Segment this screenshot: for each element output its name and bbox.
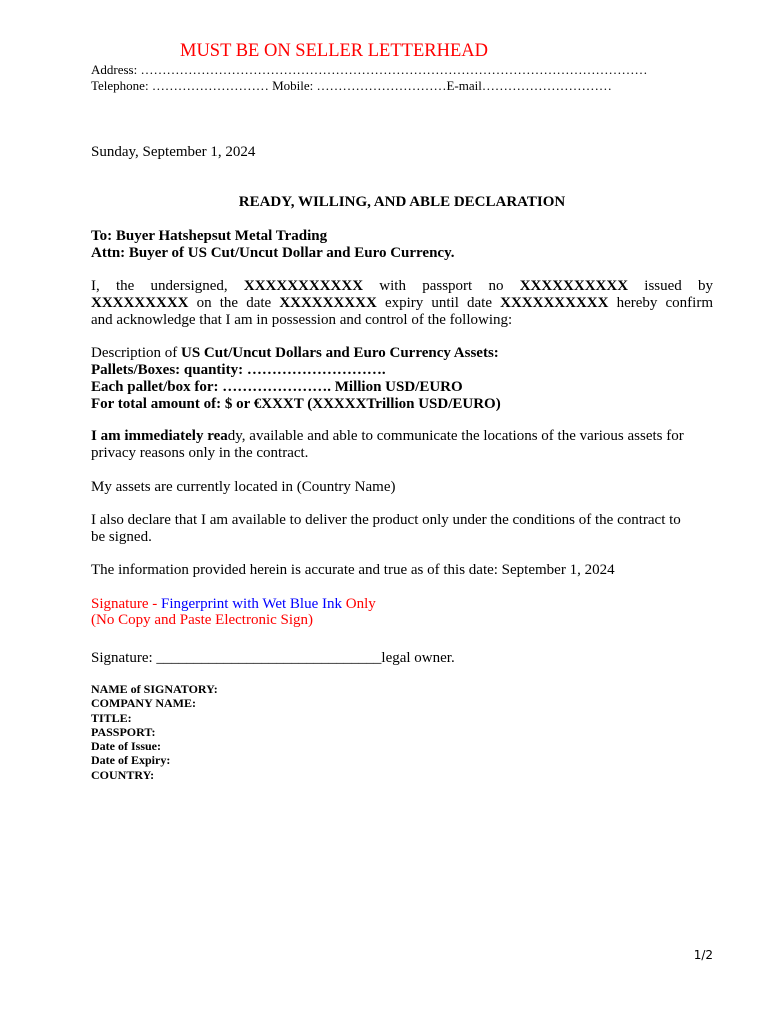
deliver-line-1: I also declare that I am available to deliver the product only under the conditions of the contract to [91, 512, 681, 528]
issuer-placeholder: XXXXXXXXX [91, 295, 189, 311]
passport-placeholder: XXXXXXXXXX [519, 278, 629, 294]
intro-text: I, the undersigned, [91, 278, 228, 294]
accuracy-paragraph: The information provided herein is accurate and true as of this date: September 1, 2024 [91, 562, 615, 578]
field-date-of-expiry: Date of Expiry: [91, 753, 171, 768]
intro-text: issued by [644, 278, 714, 294]
field-company-name: COMPANY NAME: [91, 696, 196, 711]
field-title: TITLE: [91, 710, 132, 725]
intro-line-1 [91, 278, 713, 295]
page-number: 1/2 [693, 948, 713, 962]
per-pallet-amount: Each pallet/box for: …………………. Million USD/EURO [91, 379, 463, 395]
recipient-to: To: Buyer Hatshepsut Metal Trading [91, 228, 328, 244]
expiry-placeholder: XXXXXXXXXX [500, 295, 609, 311]
ready-line-2: privacy reasons only in the contract. [91, 445, 309, 461]
signatory-fields [91, 682, 713, 782]
intro-text: with passport no [379, 278, 504, 294]
location-paragraph: My assets are currently located in (Country Name) [91, 479, 396, 495]
total-amount: For total amount of: $ or €XXXT (XXXXXTrillion USD/EURO) [91, 396, 501, 412]
ready-bold: I am immediately rea [91, 428, 228, 444]
assets-description [91, 345, 713, 362]
deliver-line-2: be signed. [91, 529, 152, 545]
sig-note-red: Signature - [91, 596, 161, 612]
intro-paragraph [91, 278, 713, 329]
address-line: Address: ……………………………………………………………………………………………………… [91, 62, 648, 77]
ready-paragraph [91, 428, 713, 462]
assets-desc-bold: US Cut/Uncut Dollars and Euro Currency Assets: [180, 345, 499, 361]
recipient-attn: Attn: Buyer of US Cut/Uncut Dollar and Euro Currency. [91, 245, 455, 261]
signature-note [91, 596, 713, 628]
intro-line-3: and acknowledge that I am in possession and control of the following: [91, 312, 513, 328]
intro-text: hereby confirm [616, 295, 713, 311]
intro-line-2 [91, 295, 713, 312]
assets-block [91, 345, 713, 413]
field-date-of-issue: Date of Issue: [91, 739, 161, 754]
field-passport: PASSPORT: [91, 724, 156, 739]
issue-date-placeholder: XXXXXXXXX [279, 295, 377, 311]
deliver-paragraph [91, 512, 713, 546]
field-country: COUNTRY: [91, 767, 155, 782]
document-title: READY, WILLING, AND ABLE DECLARATION [238, 194, 566, 210]
ready-line-1 [91, 428, 713, 445]
contact-line: Telephone: ……………………… Mobile: …………………………E-mail………………………… [91, 78, 612, 93]
recipient-block [91, 228, 713, 262]
ready-rest: dy, available and able to communicate the locations of the various assets for [227, 428, 684, 444]
pallets-quantity: Pallets/Boxes: quantity: ………………………. [91, 362, 386, 378]
intro-text: on the date [196, 295, 272, 311]
assets-desc-prefix: Description of [91, 345, 181, 361]
sig-note-blue: Fingerprint with Wet Blue Ink [160, 596, 342, 612]
field-name-of-signatory: NAME of SIGNATORY: [91, 682, 218, 696]
document-date: Sunday, September 1, 2024 [91, 144, 256, 160]
signer-name-placeholder: XXXXXXXXXXX [243, 278, 364, 294]
signature-note-line-2: (No Copy and Paste Electronic Sign) [91, 612, 314, 628]
letterhead-notice: MUST BE ON SELLER LETTERHEAD [180, 41, 488, 61]
signature-note-line-1 [91, 596, 713, 612]
signature-line: Signature: ______________________________legal owner. [91, 650, 455, 666]
sig-note-red: Only [341, 596, 376, 612]
intro-text: expiry until date [384, 295, 492, 311]
